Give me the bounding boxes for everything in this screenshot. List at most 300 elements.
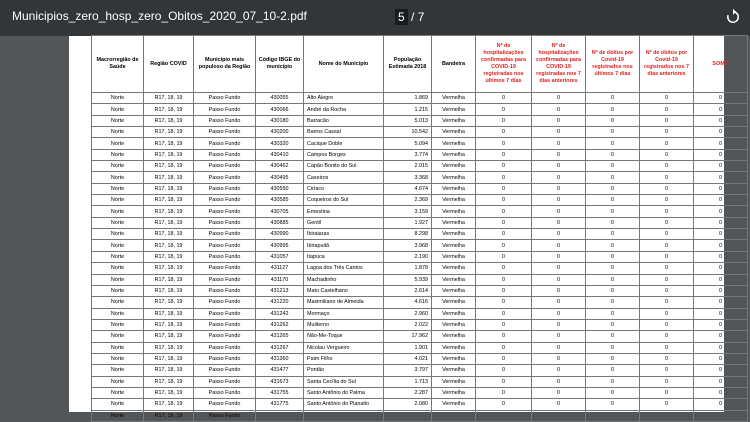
- ibge-code-cell: 431360: [256, 353, 304, 364]
- table-row: [92, 274, 748, 285]
- ibge-code-cell: 430495: [256, 172, 304, 183]
- population-cell: 2.960: [384, 308, 432, 319]
- municipality-cell: Barracão: [304, 115, 384, 126]
- municipality-cell: Maximiliano de Almeida: [304, 297, 384, 308]
- flag-cell: Vermelha: [432, 365, 476, 376]
- macroregion-cell: Norte: [92, 149, 144, 160]
- populous-city-cell: Passo Fundo: [194, 127, 256, 138]
- population-cell: 2.022: [384, 319, 432, 330]
- municipality-cell: Lagoa dos Três Cantos: [304, 263, 384, 274]
- population-cell: 10.542: [384, 127, 432, 138]
- sum-cell: 0: [694, 104, 748, 115]
- populous-city-cell: Passo Fundo: [194, 149, 256, 160]
- population-cell: 5.939: [384, 274, 432, 285]
- municipality-cell: Santa Cecília do Sul: [304, 376, 384, 387]
- region-cell: R17, 18, 19: [144, 138, 194, 149]
- populous-city-cell: Passo Fundo: [194, 274, 256, 285]
- table-row: [92, 240, 748, 251]
- region-cell: R17, 18, 19: [144, 183, 194, 194]
- municipality-cell: Mato Castelhano: [304, 285, 384, 296]
- flag-cell: Vermelha: [432, 229, 476, 240]
- municipality-cell: Santo Antônio do Planalto: [304, 399, 384, 410]
- region-cell: R17, 18, 19: [144, 297, 194, 308]
- flag-cell: Vermelha: [432, 93, 476, 104]
- ibge-code-cell: 431265: [256, 331, 304, 342]
- deaths-last7-cell: 0: [586, 308, 640, 319]
- deaths-prev7-cell: 0: [640, 229, 694, 240]
- municipality-cell: Itapuca: [304, 251, 384, 262]
- deaths-last7-cell: 0: [586, 342, 640, 353]
- deaths-prev7-cell: 0: [640, 161, 694, 172]
- deaths-last7-cell: 0: [586, 399, 640, 410]
- sum-cell: 0: [694, 263, 748, 274]
- hosp-last7-cell: 0: [476, 104, 532, 115]
- macroregion-cell: Norte: [92, 387, 144, 398]
- sum-cell: 0: [694, 195, 748, 206]
- region-cell: R17, 18, 19: [144, 172, 194, 183]
- table-header-row: [92, 36, 748, 93]
- populous-city-cell: Passo Fundo: [194, 172, 256, 183]
- deaths-last7-cell: 0: [586, 161, 640, 172]
- municipios-table: [91, 35, 748, 422]
- sum-cell: 0: [694, 93, 748, 104]
- flag-cell: Vermelha: [432, 138, 476, 149]
- flag-cell: Vermelha: [432, 161, 476, 172]
- table-row: [92, 229, 748, 240]
- population-cell: 4.616: [384, 297, 432, 308]
- sum-cell: 0: [694, 183, 748, 194]
- sum-cell: 0: [694, 387, 748, 398]
- hosp-prev7-cell: 0: [532, 376, 586, 387]
- municipality-cell: Paim Filho: [304, 353, 384, 364]
- table-row: [92, 195, 748, 206]
- deaths-last7-cell: 0: [586, 251, 640, 262]
- hosp-last7-cell: 0: [476, 229, 532, 240]
- region-cell: R17, 18, 19: [144, 206, 194, 217]
- deaths-last7-cell: 0: [586, 93, 640, 104]
- page-total: / 7: [411, 10, 425, 24]
- region-cell: R17, 18, 19: [144, 127, 194, 138]
- deaths-last7-cell: 0: [586, 240, 640, 251]
- population-cell: 1.215: [384, 104, 432, 115]
- pdf-viewer[interactable]: [0, 36, 750, 422]
- populous-city-cell: Passo Fundo: [194, 376, 256, 387]
- macroregion-cell: Norte: [92, 195, 144, 206]
- region-cell: R17, 18, 19: [144, 387, 194, 398]
- flag-cell: Vermelha: [432, 149, 476, 160]
- hosp-prev7-cell: 0: [532, 172, 586, 183]
- header-cell: SOMA: [694, 36, 748, 93]
- hosp-last7-cell: 0: [476, 217, 532, 228]
- populous-city-cell: Passo Fundo: [194, 161, 256, 172]
- ibge-code-cell: 431242: [256, 308, 304, 319]
- hosp-last7-cell: 0: [476, 183, 532, 194]
- header-cell: Nº de hospitalizações confirmadas para COVID-19 registradas nos últimos 7 dias: [476, 36, 532, 93]
- hosp-prev7-cell: 0: [532, 115, 586, 126]
- macroregion-cell: Norte: [92, 342, 144, 353]
- region-cell: R17, 18, 19: [144, 331, 194, 342]
- ibge-code-cell: 431127: [256, 263, 304, 274]
- municipality-cell: Não-Me-Toque: [304, 331, 384, 342]
- flag-cell: Vermelha: [432, 115, 476, 126]
- deaths-prev7-cell: 0: [640, 342, 694, 353]
- deaths-last7-cell: 0: [586, 331, 640, 342]
- municipality-cell: André da Rocha: [304, 104, 384, 115]
- macroregion-cell: Norte: [92, 161, 144, 172]
- hosp-prev7-cell: 0: [532, 217, 586, 228]
- deaths-prev7-cell: 0: [640, 206, 694, 217]
- deaths-last7-cell: 0: [586, 229, 640, 240]
- table-row: [92, 93, 748, 104]
- sum-cell: 0: [694, 308, 748, 319]
- deaths-prev7-cell: 0: [640, 240, 694, 251]
- ibge-code-cell: 430585: [256, 195, 304, 206]
- macroregion-cell: Norte: [92, 274, 144, 285]
- municipality-cell: Muliterno: [304, 319, 384, 330]
- deaths-last7-cell: 0: [586, 149, 640, 160]
- flag-cell: Vermelha: [432, 387, 476, 398]
- sum-cell: 0: [694, 365, 748, 376]
- flag-cell: Vermelha: [432, 331, 476, 342]
- flag-cell: Vermelha: [432, 319, 476, 330]
- macroregion-cell: Norte: [92, 285, 144, 296]
- ibge-code-cell: 431057: [256, 251, 304, 262]
- flag-cell: [432, 410, 476, 421]
- municipality-cell: Coqueiros do Sul: [304, 195, 384, 206]
- flag-cell: Vermelha: [432, 251, 476, 262]
- hosp-last7-cell: 0: [476, 319, 532, 330]
- populous-city-cell: Passo Fundo: [194, 138, 256, 149]
- header-cell: Nº de óbitos por Covid-19 registrados nos últimos 7 dias: [586, 36, 640, 93]
- region-cell: R17, 18, 19: [144, 229, 194, 240]
- flag-cell: Vermelha: [432, 263, 476, 274]
- region-cell: R17, 18, 19: [144, 251, 194, 262]
- pdf-toolbar: [0, 0, 750, 36]
- deaths-last7-cell: 0: [586, 274, 640, 285]
- hosp-last7-cell: 0: [476, 161, 532, 172]
- ibge-code-cell: 431220: [256, 297, 304, 308]
- hosp-prev7-cell: 0: [532, 365, 586, 376]
- table-row: [92, 149, 748, 160]
- ibge-code-cell: 431262: [256, 319, 304, 330]
- ibge-code-cell: 430462: [256, 161, 304, 172]
- deaths-prev7-cell: 0: [640, 263, 694, 274]
- deaths-prev7-cell: 0: [640, 104, 694, 115]
- region-cell: R17, 18, 19: [144, 410, 194, 421]
- hosp-prev7-cell: 0: [532, 161, 586, 172]
- populous-city-cell: Passo Fundo: [194, 195, 256, 206]
- populous-city-cell: Passo Fundo: [194, 285, 256, 296]
- municipality-cell: Campos Borges: [304, 149, 384, 160]
- sum-cell: 0: [694, 376, 748, 387]
- deaths-prev7-cell: 0: [640, 115, 694, 126]
- populous-city-cell: Passo Fundo: [194, 342, 256, 353]
- ibge-code-cell: 430320: [256, 138, 304, 149]
- hosp-prev7-cell: 0: [532, 297, 586, 308]
- page-indicator: [395, 9, 424, 25]
- sum-cell: 0: [694, 229, 748, 240]
- deaths-last7-cell: 0: [586, 115, 640, 126]
- hosp-prev7-cell: 0: [532, 399, 586, 410]
- populous-city-cell: Passo Fundo: [194, 331, 256, 342]
- header-cell: Nº de óbitos por Covid-19 registrados nos 7 dias anteriores: [640, 36, 694, 93]
- populous-city-cell: Passo Fundo: [194, 297, 256, 308]
- ibge-code-cell: 430550: [256, 183, 304, 194]
- deaths-prev7-cell: 0: [640, 353, 694, 364]
- populous-city-cell: Passo Fundo: [194, 251, 256, 262]
- macroregion-cell: Norte: [92, 240, 144, 251]
- hosp-prev7-cell: 0: [532, 149, 586, 160]
- macroregion-cell: Norte: [92, 410, 144, 421]
- flag-cell: Vermelha: [432, 285, 476, 296]
- flag-cell: Vermelha: [432, 342, 476, 353]
- population-cell: [384, 410, 432, 421]
- population-cell: 1.869: [384, 93, 432, 104]
- macroregion-cell: Norte: [92, 376, 144, 387]
- flag-cell: Vermelha: [432, 274, 476, 285]
- populous-city-cell: Passo Fundo: [194, 387, 256, 398]
- table-row: [92, 387, 748, 398]
- flag-cell: Vermelha: [432, 127, 476, 138]
- flag-cell: Vermelha: [432, 172, 476, 183]
- hosp-last7-cell: [476, 410, 532, 421]
- header-cell: Código IBGE do município: [256, 36, 304, 93]
- hosp-prev7-cell: 0: [532, 183, 586, 194]
- hosp-prev7-cell: 0: [532, 195, 586, 206]
- flag-cell: Vermelha: [432, 195, 476, 206]
- header-cell: Macrorregião de Saúde: [92, 36, 144, 93]
- region-cell: R17, 18, 19: [144, 308, 194, 319]
- table-row: [92, 319, 748, 330]
- macroregion-cell: Norte: [92, 127, 144, 138]
- deaths-prev7-cell: 0: [640, 376, 694, 387]
- hosp-prev7-cell: 0: [532, 342, 586, 353]
- municipality-cell: Machadinho: [304, 274, 384, 285]
- sum-cell: 0: [694, 331, 748, 342]
- sum-cell: 0: [694, 138, 748, 149]
- table-row: [92, 342, 748, 353]
- macroregion-cell: Norte: [92, 365, 144, 376]
- municipality-cell: Cacique Doble: [304, 138, 384, 149]
- hosp-prev7-cell: 0: [532, 285, 586, 296]
- sum-cell: 0: [694, 149, 748, 160]
- table-row: [92, 410, 748, 421]
- ibge-code-cell: 430885: [256, 217, 304, 228]
- sum-cell: 0: [694, 285, 748, 296]
- table-row: [92, 161, 748, 172]
- sum-cell: 0: [694, 127, 748, 138]
- hosp-prev7-cell: 0: [532, 138, 586, 149]
- deaths-prev7-cell: 0: [640, 217, 694, 228]
- macroregion-cell: Norte: [92, 308, 144, 319]
- ibge-code-cell: 430705: [256, 206, 304, 217]
- sum-cell: 0: [694, 353, 748, 364]
- flag-cell: Vermelha: [432, 183, 476, 194]
- hosp-last7-cell: 0: [476, 376, 532, 387]
- deaths-prev7-cell: 0: [640, 183, 694, 194]
- population-cell: 8.298: [384, 229, 432, 240]
- hosp-last7-cell: 0: [476, 263, 532, 274]
- hosp-last7-cell: 0: [476, 297, 532, 308]
- macroregion-cell: Norte: [92, 183, 144, 194]
- macroregion-cell: Norte: [92, 104, 144, 115]
- deaths-last7-cell: 0: [586, 172, 640, 183]
- deaths-last7-cell: 0: [586, 183, 640, 194]
- region-cell: R17, 18, 19: [144, 285, 194, 296]
- deaths-prev7-cell: 0: [640, 149, 694, 160]
- hosp-prev7-cell: 0: [532, 104, 586, 115]
- flag-cell: Vermelha: [432, 308, 476, 319]
- table-row: [92, 115, 748, 126]
- header-cell: Nome do Município: [304, 36, 384, 93]
- table-row: [92, 127, 748, 138]
- deaths-last7-cell: 0: [586, 319, 640, 330]
- hosp-last7-cell: 0: [476, 285, 532, 296]
- hosp-last7-cell: 0: [476, 115, 532, 126]
- macroregion-cell: Norte: [92, 331, 144, 342]
- hosp-last7-cell: 0: [476, 251, 532, 262]
- macroregion-cell: Norte: [92, 115, 144, 126]
- municipality-cell: Ibirapuitã: [304, 240, 384, 251]
- table-row: [92, 376, 748, 387]
- flag-cell: Vermelha: [432, 217, 476, 228]
- hosp-prev7-cell: 0: [532, 274, 586, 285]
- flag-cell: Vermelha: [432, 399, 476, 410]
- populous-city-cell: Passo Fundo: [194, 183, 256, 194]
- table-row: [92, 353, 748, 364]
- region-cell: R17, 18, 19: [144, 376, 194, 387]
- sum-cell: 0: [694, 240, 748, 251]
- populous-city-cell: Passo Fundo: [194, 319, 256, 330]
- population-cell: 2.015: [384, 161, 432, 172]
- deaths-last7-cell: 0: [586, 104, 640, 115]
- region-cell: R17, 18, 19: [144, 115, 194, 126]
- sum-cell: 0: [694, 115, 748, 126]
- hosp-prev7-cell: 0: [532, 331, 586, 342]
- region-cell: R17, 18, 19: [144, 342, 194, 353]
- municipality-cell: Capão Bonito do Sul: [304, 161, 384, 172]
- deaths-last7-cell: 0: [586, 297, 640, 308]
- macroregion-cell: Norte: [92, 399, 144, 410]
- hosp-last7-cell: 0: [476, 149, 532, 160]
- municipality-cell: [304, 410, 384, 421]
- municipality-cell: Ibiraiaras: [304, 229, 384, 240]
- populous-city-cell: Passo Fundo: [194, 217, 256, 228]
- populous-city-cell: Passo Fundo: [194, 263, 256, 274]
- hosp-last7-cell: 0: [476, 127, 532, 138]
- table-row: [92, 297, 748, 308]
- hosp-last7-cell: 0: [476, 365, 532, 376]
- hosp-prev7-cell: 0: [532, 251, 586, 262]
- municipality-cell: Ernestina: [304, 206, 384, 217]
- hosp-prev7-cell: 0: [532, 206, 586, 217]
- header-cell: População Estimada 2018: [384, 36, 432, 93]
- municipality-cell: Mormaço: [304, 308, 384, 319]
- populous-city-cell: Passo Fundo: [194, 104, 256, 115]
- sum-cell: 0: [694, 161, 748, 172]
- ibge-code-cell: 431755: [256, 387, 304, 398]
- table-row: [92, 331, 748, 342]
- hosp-prev7-cell: 0: [532, 229, 586, 240]
- population-cell: 4.021: [384, 353, 432, 364]
- deaths-prev7-cell: 0: [640, 331, 694, 342]
- deaths-last7-cell: 0: [586, 387, 640, 398]
- population-cell: 4.674: [384, 183, 432, 194]
- region-cell: R17, 18, 19: [144, 319, 194, 330]
- deaths-last7-cell: 0: [586, 206, 640, 217]
- ibge-code-cell: 430180: [256, 115, 304, 126]
- deaths-prev7-cell: 0: [640, 172, 694, 183]
- populous-city-cell: Passo Fundo: [194, 399, 256, 410]
- table-row: [92, 308, 748, 319]
- population-cell: 5.094: [384, 138, 432, 149]
- hosp-prev7-cell: 0: [532, 263, 586, 274]
- hosp-last7-cell: 0: [476, 195, 532, 206]
- flag-cell: Vermelha: [432, 104, 476, 115]
- ibge-code-cell: 431170: [256, 274, 304, 285]
- hosp-last7-cell: 0: [476, 353, 532, 364]
- sum-cell: 0: [694, 172, 748, 183]
- population-cell: 1.878: [384, 263, 432, 274]
- current-page-field[interactable]: 5: [395, 9, 408, 25]
- municipality-cell: Caseiros: [304, 172, 384, 183]
- populous-city-cell: Passo Fundo: [194, 365, 256, 376]
- hosp-last7-cell: 0: [476, 342, 532, 353]
- region-cell: R17, 18, 19: [144, 93, 194, 104]
- municipality-cell: Barros Cassal: [304, 127, 384, 138]
- ibge-code-cell: 430055: [256, 93, 304, 104]
- region-cell: R17, 18, 19: [144, 217, 194, 228]
- ibge-code-cell: 431267: [256, 342, 304, 353]
- hosp-prev7-cell: 0: [532, 353, 586, 364]
- macroregion-cell: Norte: [92, 319, 144, 330]
- hosp-last7-cell: 0: [476, 93, 532, 104]
- macroregion-cell: Norte: [92, 353, 144, 364]
- population-cell: 17.962: [384, 331, 432, 342]
- macroregion-cell: Norte: [92, 172, 144, 183]
- population-cell: 2.369: [384, 195, 432, 206]
- sum-cell: 0: [694, 399, 748, 410]
- population-cell: 3.774: [384, 149, 432, 160]
- sum-cell: 0: [694, 319, 748, 330]
- deaths-prev7-cell: 0: [640, 251, 694, 262]
- pdf-page: [69, 36, 729, 419]
- table-row: [92, 365, 748, 376]
- hosp-prev7-cell: 0: [532, 93, 586, 104]
- region-cell: R17, 18, 19: [144, 240, 194, 251]
- municipality-cell: Santo Antônio do Palma: [304, 387, 384, 398]
- table-row: [92, 183, 748, 194]
- sum-cell: 0: [694, 274, 748, 285]
- hosp-prev7-cell: 0: [532, 127, 586, 138]
- flag-cell: Vermelha: [432, 353, 476, 364]
- region-cell: R17, 18, 19: [144, 399, 194, 410]
- sum-cell: 0: [694, 206, 748, 217]
- hosp-last7-cell: 0: [476, 206, 532, 217]
- ibge-code-cell: 430066: [256, 104, 304, 115]
- hosp-last7-cell: 0: [476, 138, 532, 149]
- populous-city-cell: Passo Fundo: [194, 93, 256, 104]
- populous-city-cell: Passo Fundo: [194, 353, 256, 364]
- hosp-last7-cell: 0: [476, 240, 532, 251]
- populous-city-cell: Passo Fundo: [194, 240, 256, 251]
- header-cell: Nº de hospitalizações confirmadas para COVID-19 registradas nos 7 dias anteriores: [532, 36, 586, 93]
- deaths-prev7-cell: 0: [640, 195, 694, 206]
- deaths-prev7-cell: 0: [640, 285, 694, 296]
- deaths-prev7-cell: 0: [640, 319, 694, 330]
- rotate-icon[interactable]: [724, 8, 742, 26]
- table-row: [92, 206, 748, 217]
